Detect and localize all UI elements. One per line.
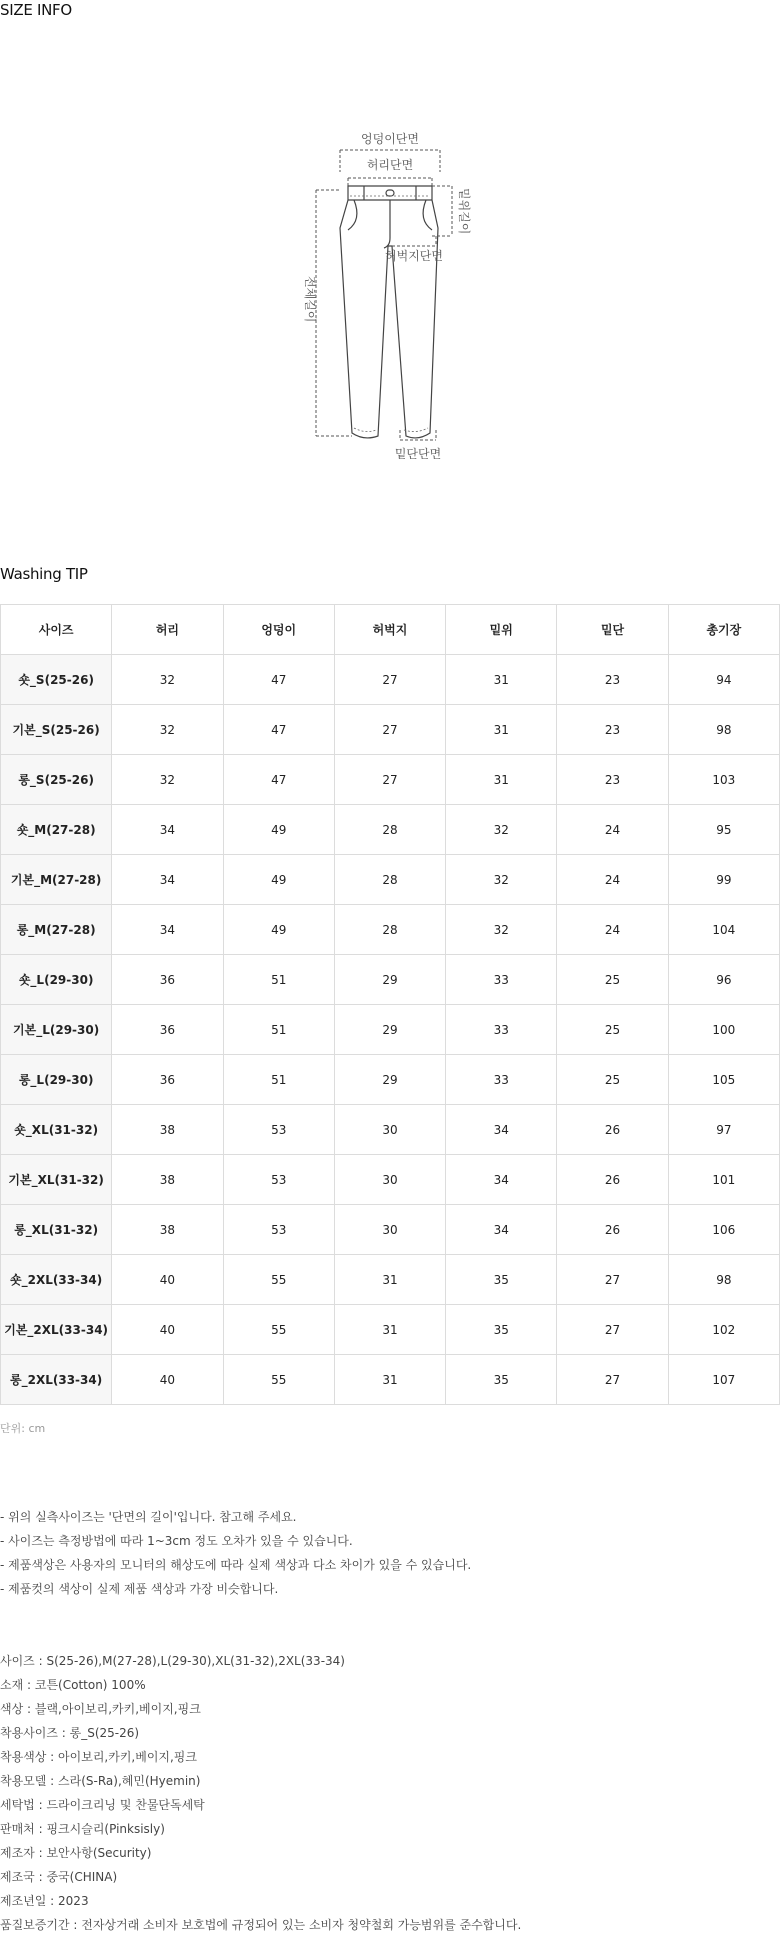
table-cell: 95 [668, 805, 779, 855]
table-row [1, 655, 780, 705]
table-cell: 36 [112, 1055, 223, 1105]
table-cell: 49 [223, 855, 334, 905]
table-cell: 40 [112, 1305, 223, 1355]
table-cell: 32 [112, 755, 223, 805]
spec-material: 소재 : 코튼(Cotton) 100% [0, 1678, 146, 1692]
table-cell: 55 [223, 1255, 334, 1305]
table-row [1, 1005, 780, 1055]
table-cell: 96 [668, 955, 779, 1005]
table-row [1, 1355, 780, 1405]
table-cell-size: 숏_M(27-28) [1, 805, 112, 855]
spec-seller: 판매처 : 핑크시슬리(Pinksisly) [0, 1822, 165, 1836]
table-cell: 29 [334, 955, 445, 1005]
spec-manufacturer: 제조자 : 보안사항(Security) [0, 1846, 152, 1860]
table-cell-size: 숏_2XL(33-34) [1, 1255, 112, 1305]
spec-colors: 색상 : 블랙,아이보리,카키,베이지,핑크 [0, 1702, 201, 1716]
table-cell: 49 [223, 805, 334, 855]
table-cell: 94 [668, 655, 779, 705]
table-cell: 40 [112, 1355, 223, 1405]
table-cell: 34 [446, 1105, 557, 1155]
note-item: - 제품컷의 색상이 실제 제품 색상과 가장 비슷합니다. [0, 1582, 279, 1596]
table-cell: 47 [223, 755, 334, 805]
table-cell: 27 [334, 755, 445, 805]
table-cell-size: 숏_L(29-30) [1, 955, 112, 1005]
table-cell: 28 [334, 905, 445, 955]
table-cell: 47 [223, 705, 334, 755]
table-cell: 100 [668, 1005, 779, 1055]
table-row [1, 905, 780, 955]
table-cell: 25 [557, 1055, 668, 1105]
note-item: - 사이즈는 측정방법에 따라 1~3cm 정도 오차가 있을 수 있습니다. [0, 1534, 353, 1548]
table-row [1, 1255, 780, 1305]
table-cell: 30 [334, 1205, 445, 1255]
table-cell: 53 [223, 1205, 334, 1255]
table-cell: 31 [334, 1355, 445, 1405]
table-row [1, 1105, 780, 1155]
table-cell: 27 [557, 1305, 668, 1355]
table-row [1, 1305, 780, 1355]
table-cell: 32 [446, 905, 557, 955]
table-cell-size: 숏_XL(31-32) [1, 1105, 112, 1155]
table-header-size: 사이즈 [1, 605, 112, 655]
table-cell: 27 [334, 705, 445, 755]
table-cell: 23 [557, 705, 668, 755]
table-cell: 38 [112, 1155, 223, 1205]
table-cell: 97 [668, 1105, 779, 1155]
table-cell: 53 [223, 1105, 334, 1155]
table-row [1, 805, 780, 855]
table-cell: 98 [668, 705, 779, 755]
pants-illustration [280, 128, 500, 468]
table-cell: 29 [334, 1005, 445, 1055]
table-cell: 34 [112, 805, 223, 855]
spec-size: 사이즈 : S(25-26),M(27-28),L(29-30),XL(31-32),2XL(33-34) [0, 1654, 345, 1668]
waist-width-guide [348, 178, 432, 186]
table-cell: 101 [668, 1155, 779, 1205]
table-header-thigh: 허벅지 [334, 605, 445, 655]
table-cell: 36 [112, 1005, 223, 1055]
table-cell: 26 [557, 1205, 668, 1255]
table-cell: 24 [557, 805, 668, 855]
table-cell: 31 [446, 755, 557, 805]
hip-width-label: 엉덩이단면 [361, 132, 419, 146]
pants-measurement-diagram [280, 128, 500, 468]
table-cell: 26 [557, 1155, 668, 1205]
table-cell: 35 [446, 1255, 557, 1305]
table-cell-size: 롱_L(29-30) [1, 1055, 112, 1105]
table-cell: 33 [446, 955, 557, 1005]
table-cell: 31 [334, 1305, 445, 1355]
table-cell-size: 기본_S(25-26) [1, 705, 112, 755]
table-cell: 34 [112, 855, 223, 905]
unit-note: 단위: cm [0, 1422, 46, 1435]
table-cell: 98 [668, 1255, 779, 1305]
table-cell: 55 [223, 1305, 334, 1355]
table-cell: 49 [223, 905, 334, 955]
table-cell: 27 [557, 1355, 668, 1405]
product-specs [0, 1649, 521, 1937]
table-header-total-length: 총기장 [668, 605, 779, 655]
table-cell: 51 [223, 1055, 334, 1105]
table-row [1, 855, 780, 905]
table-cell: 31 [446, 655, 557, 705]
waist-width-label: 허리단면 [366, 158, 414, 172]
table-cell: 26 [557, 1105, 668, 1155]
table-cell: 32 [446, 805, 557, 855]
table-cell: 33 [446, 1055, 557, 1105]
table-cell-size: 기본_L(29-30) [1, 1005, 112, 1055]
table-cell: 53 [223, 1155, 334, 1205]
table-cell: 55 [223, 1355, 334, 1405]
table-header-rise: 밑위 [446, 605, 557, 655]
rise-label: 밑위길이 [457, 188, 471, 235]
table-cell: 29 [334, 1055, 445, 1105]
table-cell: 24 [557, 855, 668, 905]
table-cell: 40 [112, 1255, 223, 1305]
table-header-waist: 허리 [112, 605, 223, 655]
pants-outline [340, 186, 438, 438]
table-cell: 105 [668, 1055, 779, 1105]
size-table-header-row [1, 605, 780, 655]
table-header-hip: 엉덩이 [223, 605, 334, 655]
table-cell: 102 [668, 1305, 779, 1355]
table-cell: 24 [557, 905, 668, 955]
table-row [1, 755, 780, 805]
table-cell: 47 [223, 655, 334, 705]
spec-year: 제조년일 : 2023 [0, 1894, 89, 1908]
table-cell-size: 기본_2XL(33-34) [1, 1305, 112, 1355]
table-cell: 30 [334, 1155, 445, 1205]
table-row [1, 1205, 780, 1255]
table-cell: 28 [334, 805, 445, 855]
spec-country: 제조국 : 중국(CHINA) [0, 1870, 118, 1884]
size-notes [0, 1505, 471, 1601]
table-cell: 99 [668, 855, 779, 905]
table-cell-size: 숏_S(25-26) [1, 655, 112, 705]
size-info-title: SIZE INFO [0, 1, 72, 19]
table-cell-size: 기본_XL(31-32) [1, 1155, 112, 1205]
thigh-width-label: 허벅지단면 [385, 249, 443, 263]
table-row [1, 955, 780, 1005]
table-cell: 30 [334, 1105, 445, 1155]
table-cell: 34 [446, 1205, 557, 1255]
table-cell: 23 [557, 655, 668, 705]
note-item: - 제품색상은 사용자의 모니터의 해상도에 따라 실제 색상과 다소 차이가 있을 수 있습니다. [0, 1558, 472, 1572]
total-length-label: 전체길이 [303, 276, 317, 323]
table-row [1, 1055, 780, 1105]
table-cell: 106 [668, 1205, 779, 1255]
spec-warranty: 품질보증기간 : 전자상거래 소비자 보호법에 규정되어 있는 소비자 청약철회 가능범위를 준수합니다. [0, 1918, 522, 1932]
table-cell: 32 [112, 655, 223, 705]
washing-tip-title: Washing TIP [0, 565, 88, 583]
table-cell-size: 기본_M(27-28) [1, 855, 112, 905]
table-cell-size: 롱_M(27-28) [1, 905, 112, 955]
table-cell-size: 롱_XL(31-32) [1, 1205, 112, 1255]
table-cell: 25 [557, 1005, 668, 1055]
table-cell: 25 [557, 955, 668, 1005]
table-cell: 27 [334, 655, 445, 705]
table-cell-size: 롱_S(25-26) [1, 755, 112, 805]
table-cell: 31 [334, 1255, 445, 1305]
table-cell: 33 [446, 1005, 557, 1055]
spec-worn-size: 착용사이즈 : 롱_S(25-26) [0, 1726, 140, 1740]
spec-washing: 세탁법 : 드라이크리닝 및 찬물단독세탁 [0, 1798, 205, 1812]
table-cell: 35 [446, 1305, 557, 1355]
table-cell: 107 [668, 1355, 779, 1405]
table-cell: 31 [446, 705, 557, 755]
table-cell: 51 [223, 955, 334, 1005]
hem-width-label: 밑단단면 [394, 447, 442, 461]
table-cell-size: 롱_2XL(33-34) [1, 1355, 112, 1405]
table-cell: 51 [223, 1005, 334, 1055]
table-cell: 34 [112, 905, 223, 955]
table-row [1, 705, 780, 755]
note-item: - 위의 실측사이즈는 '단면의 길이'입니다. 참고해 주세요. [0, 1510, 297, 1524]
spec-worn-colors: 착용색상 : 아이보리,카키,베이지,핑크 [0, 1750, 197, 1764]
table-cell: 32 [446, 855, 557, 905]
table-cell: 38 [112, 1205, 223, 1255]
size-table [0, 604, 780, 1405]
table-cell: 103 [668, 755, 779, 805]
table-cell: 23 [557, 755, 668, 805]
table-cell: 38 [112, 1105, 223, 1155]
table-cell: 28 [334, 855, 445, 905]
table-row [1, 1155, 780, 1205]
table-cell: 34 [446, 1155, 557, 1205]
table-cell: 35 [446, 1355, 557, 1405]
table-cell: 36 [112, 955, 223, 1005]
spec-models: 착용모델 : 스라(S-Ra),혜민(Hyemin) [0, 1774, 201, 1788]
table-cell: 32 [112, 705, 223, 755]
table-header-hem: 밑단 [557, 605, 668, 655]
table-cell: 27 [557, 1255, 668, 1305]
table-cell: 104 [668, 905, 779, 955]
